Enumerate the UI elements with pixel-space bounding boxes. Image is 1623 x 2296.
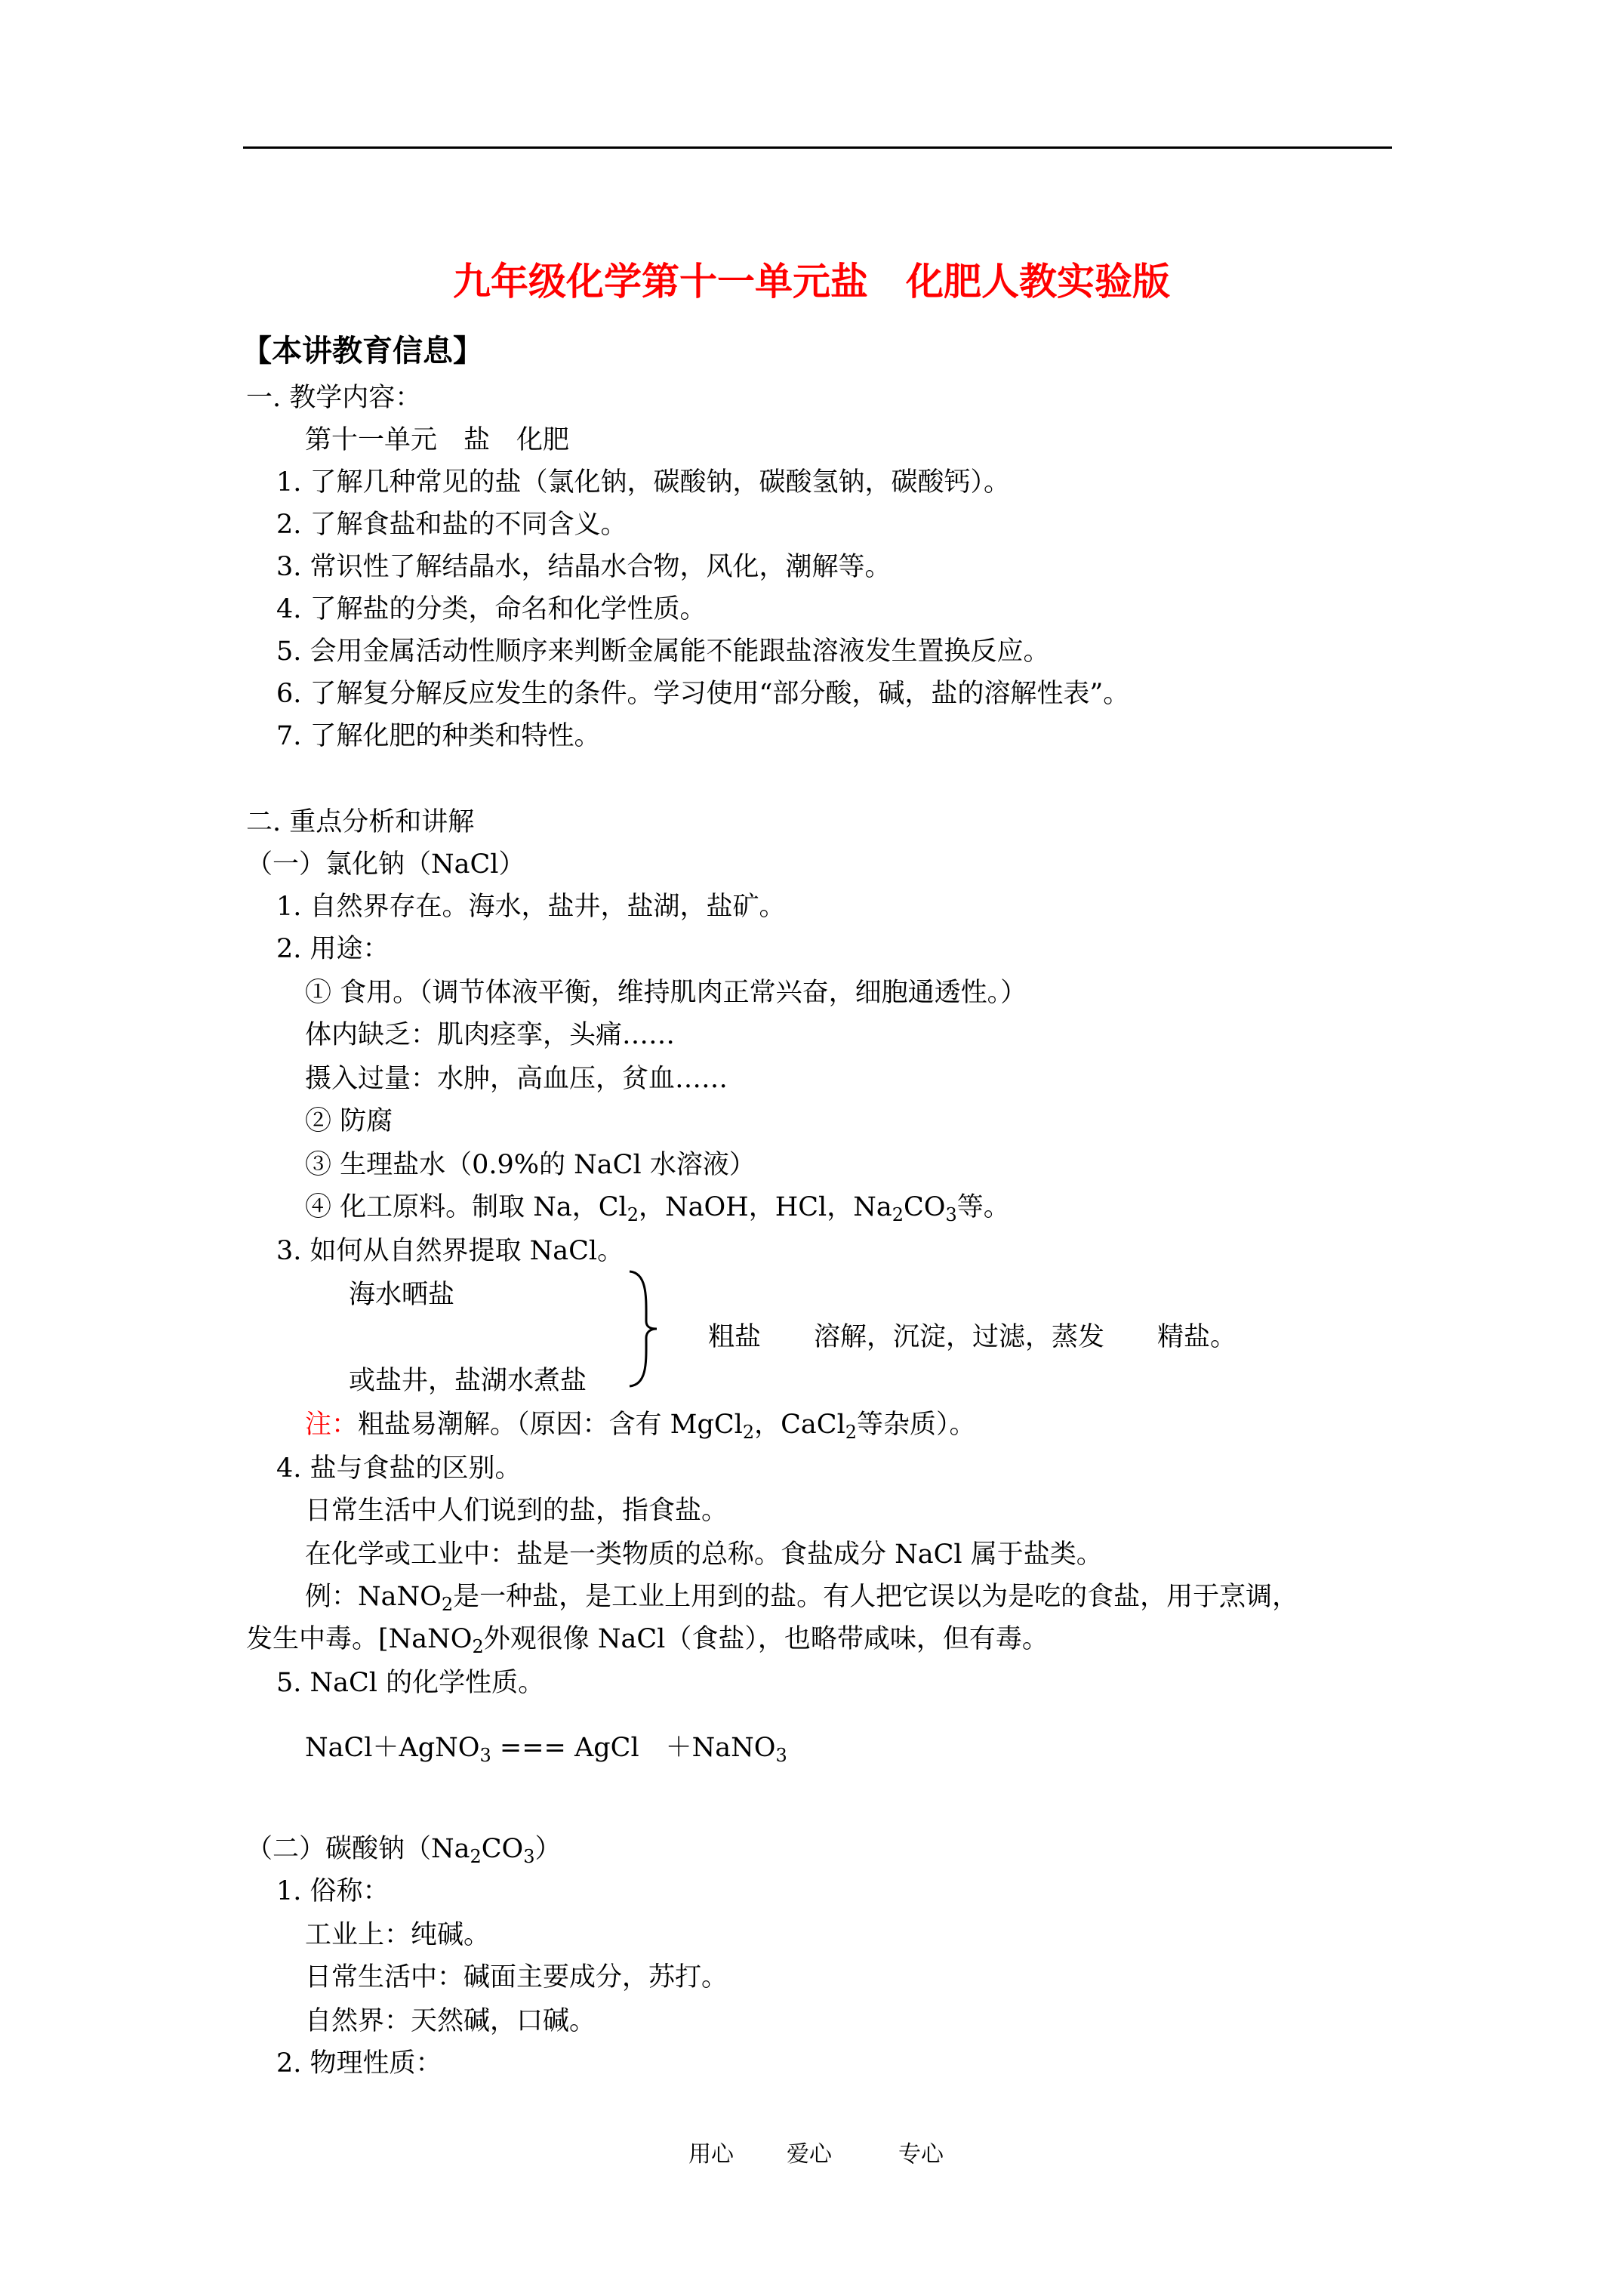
nacl-use: ③ 生理盐水（0.9%的 NaCl 水溶液）	[305, 1150, 756, 1180]
nacl-item: 4. 盐与食盐的区别。	[276, 1453, 522, 1484]
part1-heading: 一. 教学内容：	[246, 383, 422, 413]
objective-item: 5. 会用金属活动性顺序来判断金属能不能跟盐溶液发生置换反应。	[276, 636, 1050, 667]
nacl-use: 摄入过量：水肿，高血压，贫血……	[305, 1064, 728, 1094]
objective-item: 1. 了解几种常见的盐（氯化钠，碳酸钠，碳酸氢钠，碳酸钙）。	[276, 467, 1011, 498]
objective-item: 2. 了解食盐和盐的不同含义。	[276, 510, 627, 540]
footer-text: 爱心	[787, 2141, 832, 2168]
nacl-use: 体内缺乏：肌肉痉挛，头痛……	[305, 1020, 676, 1050]
na2co3-text: 工业上：纯碱。	[305, 1920, 491, 1950]
nacl-use: ① 食用。（调节体液平衡，维持肌肉正常兴奋，细胞通透性。）	[305, 978, 1027, 1008]
part2-heading: 二. 重点分析和讲解	[246, 807, 475, 837]
footer-text: 用心	[688, 2141, 734, 2168]
salt-source: 海水晒盐	[349, 1280, 455, 1310]
na2co3-text: 日常生活中：碱面主要成分，苏打。	[305, 1962, 728, 1992]
nacl-use: ② 防腐	[305, 1106, 393, 1136]
na2co3-item: 1. 俗称：	[276, 1876, 390, 1906]
curly-brace-icon	[625, 1268, 670, 1389]
na2co3-item: 2. 物理性质：	[276, 2048, 442, 2079]
nacl-item: 5. NaCl 的化学性质。	[276, 1668, 545, 1698]
unit-line: 第十一单元 盐 化肥	[305, 425, 570, 455]
salt-source: 或盐井，盐湖水煮盐	[349, 1366, 587, 1396]
nacl-use: ④ 化工原料。制取 Na，$Cl_2$，NaOH，HCl，$Na_2CO_3$等。	[305, 1192, 1010, 1225]
nacl-item: 1. 自然界存在。海水，盐井，盐湖，盐矿。	[276, 892, 786, 922]
header-rule	[243, 146, 1392, 149]
objective-item: 4. 了解盐的分类，命名和化学性质。	[276, 594, 707, 624]
objective-item: 6. 了解复分解反应发生的条件。学习使用“部分酸，碱，盐的溶解性表”。	[276, 679, 1130, 709]
objective-item: 3. 常识性了解结晶水，结晶水合物，风化，潮解等。	[276, 552, 892, 582]
objective-item: 7. 了解化肥的种类和特性。	[276, 721, 601, 751]
nacl-example: 发生中毒。[NaNO$_2$外观很像 NaCl（食盐），也略带咸味，但有毒。	[246, 1624, 1049, 1657]
nacl-example: 例：NaNO$_2$是一种盐，是工业上用到的盐。有人把它误以为是吃的食盐，用于烹调，	[305, 1582, 1299, 1615]
nacl-heading: （一）氯化钠（NaCl）	[246, 849, 525, 880]
section-header: 【本讲教育信息】	[242, 334, 483, 368]
nacl-text: 日常生活中人们说到的盐，指食盐。	[305, 1496, 728, 1526]
note-line: 注：粗盐易潮解。（原因：含有 MgCl$_2$，CaCl$_2$等杂质）。	[305, 1410, 976, 1443]
salt-process: 粗盐 溶解，沉淀，过滤，蒸发 精盐。	[708, 1322, 1237, 1352]
chemical-equation: NaCl＋AgNO$_3$ === AgCl ＋NaNO$_3$	[305, 1733, 787, 1766]
footer-text: 专心	[898, 2141, 944, 2168]
nacl-text: 在化学或工业中：盐是一类物质的总称。食盐成分 NaCl 属于盐类。	[305, 1539, 1103, 1570]
nacl-item: 3. 如何从自然界提取 NaCl。	[276, 1236, 624, 1266]
na2co3-heading: （二）碳酸钠$(Na_2CO_3)$	[246, 1834, 562, 1867]
na2co3-text: 自然界：天然碱，口碱。	[305, 2006, 596, 2036]
document-title: 九年级化学第十一单元盐 化肥人教实验版	[453, 260, 1170, 304]
nacl-item: 2. 用途：	[276, 934, 390, 964]
